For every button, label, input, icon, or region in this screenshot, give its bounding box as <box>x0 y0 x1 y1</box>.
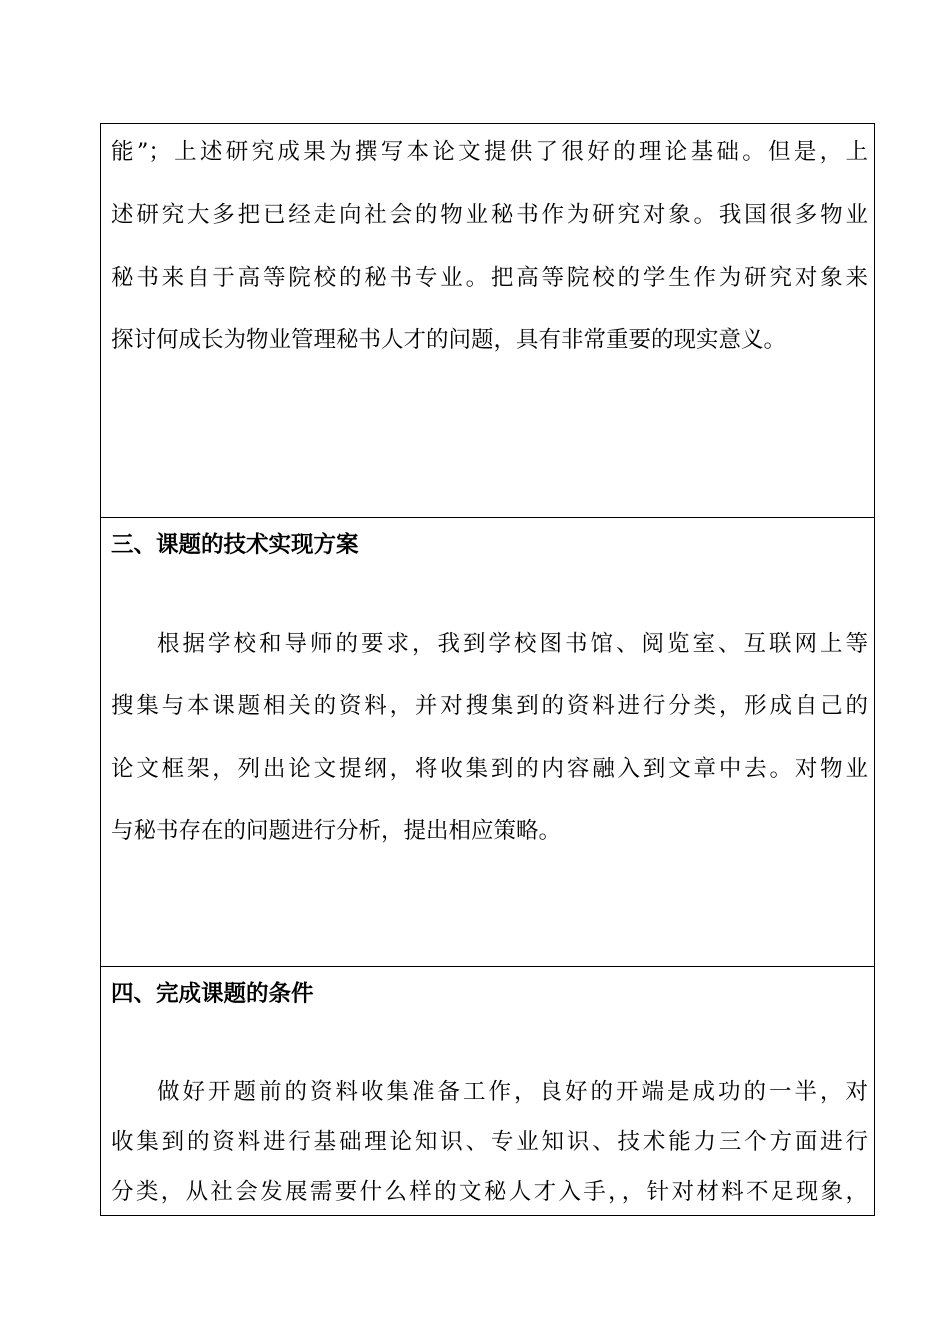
body-text-line: 论文框架，列出论文提纲，将收集到的内容融入到文章中去。对物业 <box>111 756 868 782</box>
body-text-line: 做好开题前的资料收集准备工作，良好的开端是成功的一半，对 <box>157 1079 868 1105</box>
table-cell-research-status <box>100 123 875 518</box>
body-text-line: 根据学校和导师的要求，我到学校图书馆、阅览室、互联网上等 <box>157 631 868 657</box>
body-text-line: 搜集与本课题相关的资料，并对搜集到的资料进行分类，形成自己的 <box>111 693 868 719</box>
body-text-line: 秘书来自于高等院校的秘书专业。把高等院校的学生作为研究对象来 <box>111 265 868 291</box>
body-text-line: 能”；上述研究成果为撰写本论文提供了很好的理论基础。但是，上 <box>111 139 868 165</box>
section-heading: 四、完成课题的条件 <box>111 981 314 1007</box>
body-text-line: 分类，从社会发展需要什么样的文秘人才入手，，针对材料不足现象， <box>111 1179 868 1205</box>
body-text-line: 述研究大多把已经走向社会的物业秘书作为研究对象。我国很多物业 <box>111 202 868 228</box>
table-cell-conditions <box>100 966 875 1216</box>
table-cell-technical-plan <box>100 517 875 967</box>
body-text-line: 探讨何成长为物业管理秘书人才的问题，具有非常重要的现实意义。 <box>111 327 787 353</box>
section-heading: 三、课题的技术实现方案 <box>111 532 359 558</box>
body-text-line: 收集到的资料进行基础理论知识、专业知识、技术能力三个方面进行 <box>111 1129 868 1155</box>
body-text-line: 与秘书存在的问题进行分析，提出相应策略。 <box>111 818 562 844</box>
